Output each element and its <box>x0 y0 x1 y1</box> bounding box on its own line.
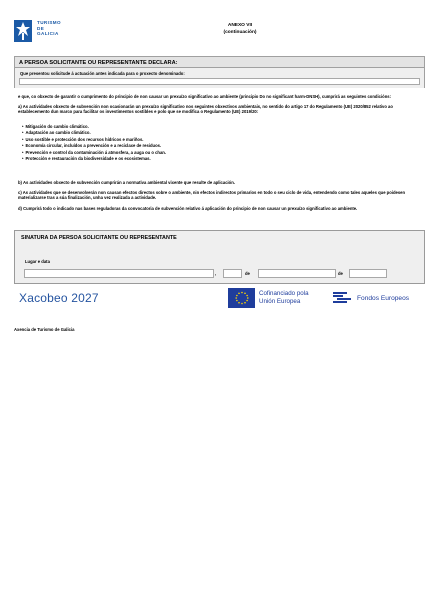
place-date-label: Lugar e data <box>25 259 50 264</box>
logo-line: DE <box>37 25 45 31</box>
signature-title: SINATURA DA PERSOA SOLICITANTE OU REPRESENTANTE <box>21 235 177 241</box>
logo-line: GALICIA <box>37 31 59 37</box>
agency-name: Axencia de Turismo de Galicia <box>14 327 75 332</box>
eu-flag-icon <box>228 288 255 308</box>
turismo-galicia-logo <box>14 20 61 42</box>
list-item: • Mitigación do cambio climático. <box>22 124 166 130</box>
annex-subtitle: (continuación) <box>223 30 257 35</box>
de-separator: de <box>245 271 250 276</box>
fondos-europeos-logo <box>331 291 409 305</box>
eu-cofinancing-logo <box>228 288 309 308</box>
comma-separator: , <box>215 271 217 276</box>
place-input[interactable] <box>24 269 217 278</box>
list-item: • Protección e restauración da biodiversidade e os ecosistemas. <box>22 156 166 162</box>
galicia-cross-icon <box>14 20 32 42</box>
annex-heading <box>205 22 275 36</box>
year-input[interactable] <box>349 269 387 278</box>
signature-section <box>14 230 425 284</box>
fondos-text: Fondos Europeos <box>357 294 410 302</box>
eu-line: Unión Europea <box>259 298 301 305</box>
eu-text <box>259 290 309 305</box>
eu-line: Cofinanciado pola <box>259 290 309 298</box>
fondos-europeos-icon <box>331 291 353 305</box>
point-c-text: c) As actividades que se desenvolverán non causan efectos directos sobre o ambiente, nin efectos indirectos primarios en todo o seu ciclo de vida, entendendo como tales aqueles que poidesen materializarse tras a súa finalización, unha vez realizada a actividade. <box>18 190 406 201</box>
logo-text <box>37 20 61 37</box>
objectives-list <box>22 124 166 162</box>
project-name-group <box>14 68 425 88</box>
list-item: • Adaptación ao cambio climático. <box>22 130 166 136</box>
point-b-text: b) As actividades obxecto de subvención cumprirán a normativa ambiental vixente que resulte de aplicación. <box>18 180 235 185</box>
annex-title: ANEXO VII <box>227 23 253 28</box>
list-item: • Economía circular, incluídos a prevención e a reciclaxe de residuos. <box>22 143 166 149</box>
xacobeo-logo: Xacobeo 2027 <box>19 291 99 305</box>
list-item: • Uso sostible e protección dos recursos hídricos e mariños. <box>22 137 166 143</box>
month-input[interactable] <box>258 269 336 278</box>
logo-line: TURISMO <box>37 20 61 25</box>
list-item: • Prevención e control da contaminación á atmosfera, a auga ou o chan. <box>22 150 166 156</box>
de-separator: de <box>338 271 343 276</box>
project-name-input[interactable] <box>19 78 420 85</box>
point-d-text: d) Cumprirá todo o indicado nas bases reguladoras da convocatoria de subvención relativo á aplicación do principio de non causar un prexuízo significativo ao ambiente. <box>18 206 358 211</box>
declaration-title: A PERSOA SOLICITANTE OU REPRESENTANTE DECLARA: <box>14 56 425 68</box>
intro-text: e que, co obxecto de garantir o cumprimento do principio de non causar un prexuízo significativo ao ambiente (principio Do no significant harm-DNSH), cumprirá as seguintes condicións: <box>18 94 391 99</box>
project-name-label: Que presentou solicitude á actuación antes indicada para o proxecto denominado: <box>20 71 185 76</box>
point-a-text: a) As actividades obxecto de subvención non ocasionarán un prexuízo significativo nos seguintes obxectivos ambientais, no sentido do artigo 17 do Regulamento (UE) 2020/852 relativo ao establecemento dun marco para facilitar os investimentos sostibles e polo que se modifica o Regulamento (UE) 2019/20: <box>18 104 393 115</box>
day-input[interactable] <box>223 269 242 278</box>
